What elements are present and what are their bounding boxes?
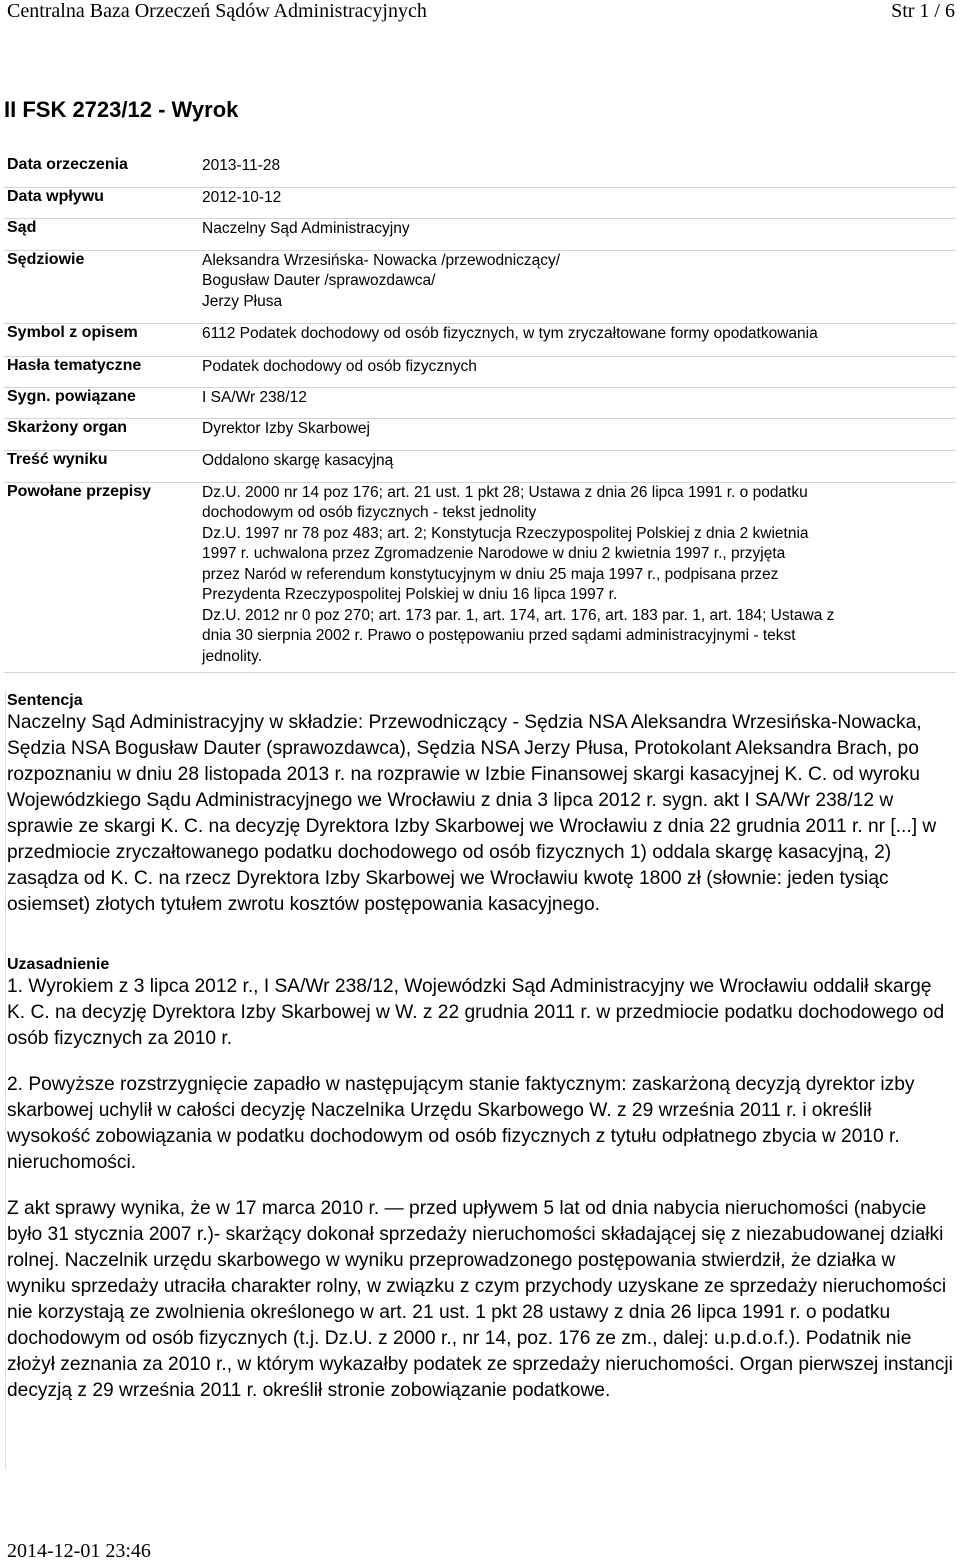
meta-row <box>4 218 956 250</box>
meta-value-line: Dz.U. 2000 nr 14 poz 176; art. 21 ust. 1 pkt 28; Ustawa z dnia 26 lipca 1991 r. o podatku <box>202 483 808 501</box>
uzasadnienie-paragraph-2: 2. Powyższe rozstrzygnięcie zapadło w następującym stanie faktycznym: zaskarżoną decyzją dyrektor izby skarbowej uchylił w całości decyzję Naczelnika Urzędu Skarbowego W. z 29 września 2011 r. i określił wysokość zobowiązania w podatku dochodowym od osób fizycznych z tytułu odpłatnego zbycia w 2010 r. nieruchomości. <box>7 1074 915 1173</box>
meta-value <box>196 156 956 187</box>
meta-value-line: Podatek dochodowy od osób fizycznych <box>202 357 477 375</box>
left-margin-rule <box>5 690 6 1470</box>
sentencja-section <box>7 692 953 918</box>
meta-label: Symbol z opisem <box>4 323 196 356</box>
meta-label: Sędziowie <box>4 250 196 323</box>
meta-value <box>196 356 956 387</box>
meta-label: Sygn. powiązane <box>4 387 196 418</box>
print-timestamp: 2014-12-01 23:46 <box>7 1540 151 1562</box>
meta-row <box>4 156 956 187</box>
meta-value <box>196 482 956 672</box>
meta-value <box>196 250 956 323</box>
meta-value <box>196 418 956 450</box>
meta-value <box>196 218 956 250</box>
meta-value-line: Dyrektor Izby Skarbowej <box>202 419 370 437</box>
meta-value-line: 1997 r. uchwalona przez Zgromadzenie Narodowe w dniu 2 kwietnia 1997 r., przyjęta <box>202 545 786 562</box>
sentencja-text: Naczelny Sąd Administracyjny w składzie: Przewodniczący - Sędzia NSA Aleksandra Wrzesińska-Nowacka, Sędzia NSA Bogusław Dauter (sprawozdawca), Sędzia NSA Jerzy Płusa, Protokolant Aleksandra Brach, po rozpoznaniu w dniu 28 listopada 2013 r. na rozprawie w Izbie Finansowej skargi kasacyjnej K. C. od wyroku Wojewódzkiego Sądu Administracyjnego we Wrocławiu z dnia 3 lipca 2012 r. sygn. akt I SA/Wr 238/12 w sprawie ze skargi K. C. na decyzję Dyrektora Izby Skarbowej we Wrocławiu z dnia 22 grudnia 2011 r. nr [...] w przedmiocie zryczałtowanego podatku dochodowego od osób fizycznych 1) oddala skargę kasacyjną, 2) zasądza od K. C. na rzecz Dyrektora Izby Skarbowej we Wrocławiu kwotę 1800 zł (słownie: jeden tysiąc osiemset) złotych tytułem zwrotu kosztów postępowania kasacyjnego. <box>7 712 937 915</box>
meta-value-line: Bogusław Dauter /sprawozdawca/ <box>202 272 436 289</box>
sentencja-heading: Sentencja <box>7 692 83 709</box>
page-number: Str 1 / 6 <box>891 0 955 22</box>
meta-row <box>4 250 956 323</box>
metadata-table <box>4 156 956 673</box>
meta-label: Hasła tematyczne <box>4 356 196 387</box>
meta-label: Powołane przepisy <box>4 482 196 672</box>
meta-row <box>4 387 956 418</box>
meta-label: Skarżony organ <box>4 418 196 450</box>
page-header <box>7 0 955 24</box>
meta-value-line: dochodowym od osób fizycznych - tekst jednolity <box>202 504 537 521</box>
meta-value <box>196 450 956 482</box>
meta-value <box>196 187 956 218</box>
site-name: Centralna Baza Orzeczeń Sądów Administracyjnych <box>7 0 427 22</box>
meta-value-line: Aleksandra Wrzesińska- Nowacka /przewodniczący/ <box>202 251 561 269</box>
meta-value-line: Dz.U. 1997 nr 78 poz 483; art. 2; Konstytucja Rzeczypospolitej Polskiej z dnia 2 kwietnia <box>202 524 809 542</box>
meta-value-line: 2012-10-12 <box>202 188 282 206</box>
uzasadnienie-paragraph-3: Z akt sprawy wynika, że w 17 marca 2010 r. — przed upływem 5 lat od dnia nabycia nieruchomości (nabycie było 31 stycznia 2007 r.)- skarżący dokonał sprzedaży nieruchomości składającej się z niezabudowanej działki rolnej. Naczelnik urzędu skarbowego w wyniku przeprowadzonego postępowania stwierdził, że działka w wyniku sprzedaży utraciła charakter rolny, w związku z czym przychody uzyskane ze sprzedaży nieruchomości nie korzystają ze zwolnienia określonego w art. 21 ust. 1 pkt 28 ustawy z dnia 26 lipca 1991 r. o podatku dochodowym od osób fizycznych (t.j. Dz.U. z 2000 r., nr 14, poz. 176 ze zm., dalej: u.p.d.o.f.). Podatnik nie złożył zeznania za 2010 r., w którym wykazałby podatek ze sprzedaży nieruchomości. Organ pierwszej instancji decyzją z 29 września 2011 r. określił stronie zobowiązanie podatkowe. <box>7 1198 953 1401</box>
meta-value-line: Naczelny Sąd Administracyjny <box>202 219 410 237</box>
meta-row <box>4 482 956 672</box>
meta-value-line: 2013-11-28 <box>202 157 281 174</box>
meta-label: Sąd <box>4 218 196 250</box>
meta-row <box>4 323 956 356</box>
meta-value-line: Dz.U. 2012 nr 0 poz 270; art. 173 par. 1, art. 174, art. 176, art. 183 par. 1, art. 184; Ustawa z <box>202 606 835 624</box>
meta-value-line: I SA/Wr 238/12 <box>202 388 307 406</box>
meta-label: Data orzeczenia <box>4 156 196 187</box>
meta-value-line: Prezydenta Rzeczypospolitej Polskiej w dniu 16 lipca 1997 r. <box>202 586 618 603</box>
meta-value-line: dnia 30 sierpnia 2002 r. Prawo o postępowaniu przed sądami administracyjnymi - tekst <box>202 627 796 644</box>
meta-row <box>4 418 956 450</box>
meta-label: Data wpływu <box>4 187 196 218</box>
uzasadnienie-section <box>7 956 953 1404</box>
uzasadnienie-paragraph-1: 1. Wyrokiem z 3 lipca 2012 r., I SA/Wr 238/12, Wojewódzki Sąd Administracyjny we Wrocławiu oddalił skargę K. C. na decyzję Dyrektora Izby Skarbowej w W. z 22 grudnia 2011 r. w przedmiocie podatku dochodowego od osób fizycznych za 2010 r. <box>7 976 945 1049</box>
meta-row <box>4 187 956 218</box>
meta-value-line: 6112 Podatek dochodowy od osób fizycznych, w tym zryczałtowane formy opodatkowania <box>202 324 818 342</box>
meta-value-line: przez Naród w referendum konstytucyjnym w dniu 25 maja 1997 r., podpisana przez <box>202 565 779 583</box>
meta-value-line: Jerzy Płusa <box>202 292 283 310</box>
meta-label: Treść wyniku <box>4 450 196 482</box>
uzasadnienie-heading: Uzasadnienie <box>7 956 110 973</box>
meta-value-line: jednolity. <box>202 647 263 665</box>
page-title: II FSK 2723/12 - Wyrok <box>4 97 239 122</box>
meta-value-line: Oddalono skargę kasacyjną <box>202 451 394 469</box>
meta-row <box>4 356 956 387</box>
meta-value <box>196 323 956 356</box>
meta-value <box>196 387 956 418</box>
meta-row <box>4 450 956 482</box>
